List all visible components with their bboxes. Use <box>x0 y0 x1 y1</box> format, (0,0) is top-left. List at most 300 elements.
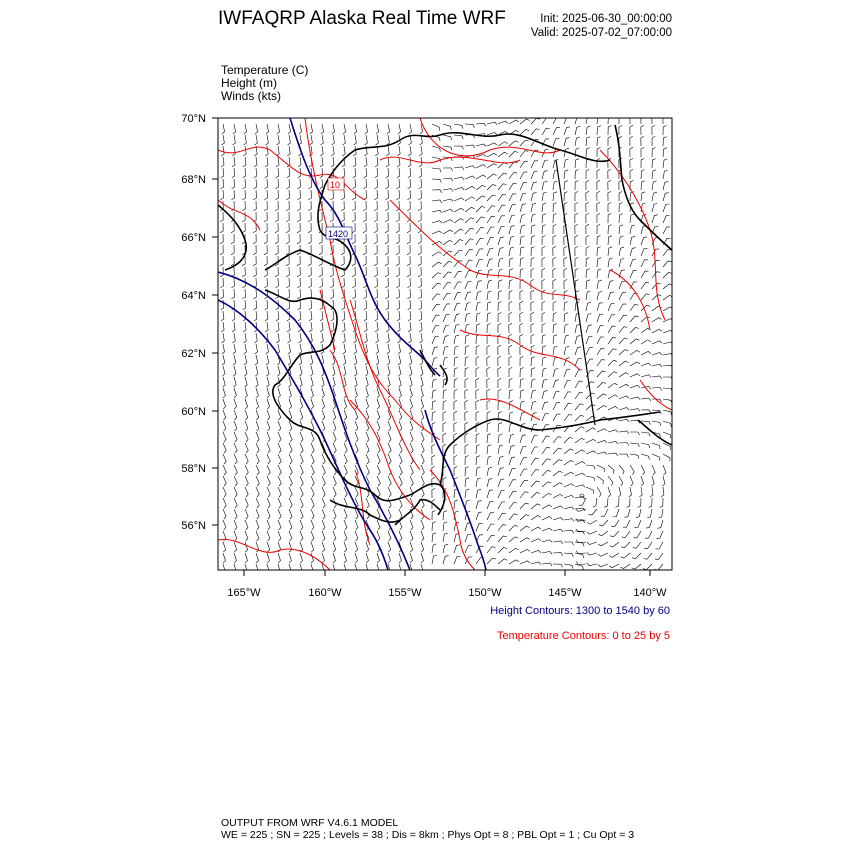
wind-barb <box>376 124 379 134</box>
wind-barb <box>443 124 451 130</box>
wind-barb <box>278 465 281 475</box>
wind-barb <box>289 377 292 387</box>
wind-barb <box>553 203 557 212</box>
wind-barb <box>576 551 586 554</box>
wind-barb <box>353 168 356 178</box>
wind-barb <box>388 377 391 387</box>
wind-barb <box>498 237 504 245</box>
wind-barb <box>344 531 347 541</box>
wind-barb <box>509 194 516 201</box>
calm-circle <box>580 494 584 498</box>
wind-barb <box>608 225 612 234</box>
wind-barb <box>420 333 423 343</box>
wind-barb <box>608 395 618 399</box>
wind-barb <box>575 246 578 256</box>
wind-barb <box>476 123 486 126</box>
wind-barb <box>332 135 335 145</box>
wind-barb <box>509 151 518 157</box>
wind-barb <box>322 454 325 464</box>
wind-barb <box>487 216 495 223</box>
wind-barb <box>476 302 481 311</box>
wind-barb <box>619 315 627 322</box>
wind-barb <box>564 127 570 135</box>
wind-barb <box>432 379 437 388</box>
wind-barb <box>564 246 567 256</box>
wind-barb <box>520 458 527 465</box>
wind-barb <box>597 224 600 234</box>
wind-barb <box>619 327 627 333</box>
wind-barb <box>575 370 582 377</box>
wind-barb <box>542 413 549 421</box>
wind-barb <box>399 421 402 431</box>
wind-barb <box>635 520 642 528</box>
wind-barb <box>576 529 586 532</box>
wind-barb <box>586 465 595 469</box>
wind-barb <box>366 498 369 508</box>
wind-barb <box>663 126 666 136</box>
wind-barb <box>256 388 259 398</box>
wind-barb <box>564 564 573 569</box>
wind-barb <box>253 190 256 200</box>
wind-barb <box>586 405 595 410</box>
wind-barb <box>311 465 314 475</box>
wind-barb <box>641 294 650 300</box>
wind-barb <box>663 432 671 438</box>
wind-barb <box>613 509 619 517</box>
wind-barb <box>253 267 256 277</box>
wind-barb <box>553 324 557 333</box>
wind-barb <box>652 114 655 124</box>
wind-barb <box>476 217 485 223</box>
wind-barb <box>298 157 301 167</box>
wind-barb <box>300 553 303 563</box>
wind-barb <box>396 212 399 222</box>
wind-barb <box>311 498 314 508</box>
wind-barb <box>663 250 671 257</box>
wind-barb <box>375 322 378 332</box>
wind-barb <box>322 465 325 475</box>
wind-barb <box>638 498 641 508</box>
wind-barb <box>619 408 629 411</box>
wind-barb <box>386 311 389 321</box>
wind-barb <box>487 501 493 509</box>
wind-barb <box>300 410 303 420</box>
wind-barb <box>297 223 300 233</box>
wind-barb <box>398 344 401 354</box>
wind-barb <box>531 424 537 432</box>
wind-barb <box>397 168 400 178</box>
wind-barb <box>487 269 492 278</box>
wind-barb <box>454 146 464 149</box>
wind-barb <box>465 444 468 454</box>
wind-barb <box>619 214 623 223</box>
wind-barb <box>520 269 523 279</box>
wind-barb <box>564 279 567 289</box>
wind-barb <box>636 509 641 518</box>
wind-barb <box>598 542 608 546</box>
wind-barb <box>520 301 523 311</box>
wind-barb <box>487 535 495 542</box>
wind-barb <box>542 279 545 289</box>
wind-barb <box>222 333 225 343</box>
wind-barb <box>498 258 503 267</box>
wind-barb <box>352 267 355 277</box>
wind-barb <box>311 542 314 552</box>
wind-barb <box>443 544 448 553</box>
wind-barb <box>443 199 453 202</box>
wind-barb <box>487 227 494 234</box>
wind-barb <box>641 192 645 201</box>
wind-barb <box>256 509 259 519</box>
wind-barb <box>520 492 528 498</box>
wind-barb <box>575 257 578 267</box>
wind-barb <box>652 353 662 356</box>
wind-barb <box>266 124 269 134</box>
wind-barb <box>520 356 523 366</box>
wind-barb <box>300 432 303 442</box>
wind-barb <box>641 476 644 486</box>
wind-barb <box>630 374 640 377</box>
wind-barb <box>454 357 458 366</box>
wind-barb <box>553 494 563 498</box>
wind-barb <box>352 212 355 222</box>
wind-barb <box>245 421 248 431</box>
wind-barb <box>531 203 536 212</box>
wind-barb <box>309 179 312 189</box>
wind-barb <box>454 422 457 432</box>
wind-barb <box>597 371 606 377</box>
wind-barb <box>311 531 314 541</box>
wind-barb <box>396 190 399 200</box>
wind-barb <box>355 410 358 420</box>
wind-barb <box>254 300 257 310</box>
wind-barb <box>322 399 325 409</box>
wind-barb <box>531 357 535 366</box>
wind-barb <box>256 476 259 486</box>
wind-barb <box>663 261 672 267</box>
wind-barb <box>396 245 399 255</box>
wind-barb <box>266 355 269 365</box>
wind-barb <box>608 169 611 179</box>
wind-barb <box>476 389 479 399</box>
wind-barb <box>267 377 270 387</box>
wind-barb <box>487 434 491 443</box>
wind-barb <box>498 173 507 179</box>
wind-barb <box>355 432 358 442</box>
wind-barb <box>234 509 237 519</box>
wind-barb <box>278 531 281 541</box>
wind-barb <box>408 179 411 189</box>
wind-barb <box>286 256 289 266</box>
wind-barb <box>222 344 225 354</box>
wind-barb <box>408 157 411 167</box>
wind-barb <box>289 454 292 464</box>
wind-barb <box>432 358 438 367</box>
wind-barb <box>410 432 413 442</box>
wind-barb <box>542 540 552 543</box>
wind-barb <box>364 179 367 189</box>
wind-barb <box>611 520 619 527</box>
wind-barb <box>620 564 630 569</box>
wind-barb <box>289 498 292 508</box>
wind-barb <box>586 258 590 268</box>
wind-barb <box>553 301 556 311</box>
wind-barb <box>542 357 546 366</box>
wind-barb <box>476 196 485 201</box>
wind-barb <box>355 531 358 541</box>
wind-barb <box>619 431 629 434</box>
wind-barb <box>231 245 234 255</box>
wind-barb <box>233 333 236 343</box>
wind-barb <box>256 454 259 464</box>
wind-barb <box>564 553 573 557</box>
wind-barb <box>520 323 523 333</box>
wind-barb <box>333 509 336 519</box>
wind-barb <box>575 485 585 488</box>
variable-height: Height (m) <box>221 76 278 90</box>
wind-barb <box>243 322 246 332</box>
wind-barb <box>663 377 673 380</box>
wind-barb <box>564 381 571 389</box>
wind-barb <box>385 234 388 244</box>
wind-barb <box>465 166 475 169</box>
wind-barb <box>386 179 389 189</box>
wind-barb <box>220 190 223 200</box>
wind-barb <box>663 114 666 124</box>
wind-barb <box>223 465 226 475</box>
wind-barb <box>322 542 325 552</box>
wind-barb <box>597 213 600 223</box>
wind-barb <box>319 278 322 288</box>
wind-barb <box>311 399 314 409</box>
wind-barb <box>353 289 356 299</box>
wind-barb <box>476 478 481 487</box>
wind-barb <box>388 553 391 563</box>
wind-barb <box>652 295 661 300</box>
wind-barb <box>465 145 475 148</box>
wind-barb <box>388 531 391 541</box>
wind-barb <box>322 388 325 398</box>
wind-barb <box>663 148 667 157</box>
wind-barb <box>487 490 493 498</box>
wind-barb <box>234 443 237 453</box>
wind-barb <box>421 410 424 420</box>
wind-barb <box>608 326 616 333</box>
wind-barb <box>553 506 563 509</box>
wind-barb <box>278 421 281 431</box>
wind-barb <box>397 157 400 167</box>
wind-barb <box>276 168 279 178</box>
wind-barb <box>641 282 649 289</box>
wind-barb <box>476 249 483 256</box>
wind-barb <box>267 454 270 464</box>
init-time: Init: 2025-06-30_00:00:00 <box>540 13 672 25</box>
wind-barb <box>407 267 410 277</box>
wind-barb <box>630 214 634 223</box>
wind-barb <box>531 312 534 322</box>
wind-barb <box>564 449 573 454</box>
wind-barb <box>377 465 380 475</box>
wind-barb <box>487 280 492 289</box>
wind-barb <box>311 476 314 486</box>
wind-barb <box>374 190 377 200</box>
wind-barb <box>652 181 657 190</box>
wind-barb <box>454 250 463 256</box>
wind-barb <box>476 411 479 421</box>
wind-barb <box>520 258 524 267</box>
wind-barb <box>509 183 517 190</box>
wind-barb <box>476 238 484 245</box>
wind-barb <box>586 224 589 234</box>
wind-barb <box>553 313 557 323</box>
wind-barb <box>352 256 355 266</box>
wind-barb <box>531 193 537 201</box>
wind-barb <box>374 278 377 288</box>
wind-barb <box>342 311 345 321</box>
wind-barb <box>399 509 402 519</box>
wind-barb <box>386 157 389 167</box>
wind-barb <box>419 168 422 178</box>
wind-barb <box>287 322 290 332</box>
wind-barb <box>465 124 474 128</box>
wind-barb <box>388 542 391 552</box>
wind-barb <box>432 231 442 234</box>
wind-barb <box>265 146 268 156</box>
wind-barb <box>476 259 483 267</box>
wind-barb <box>297 201 300 211</box>
wind-barb <box>639 487 642 497</box>
wind-barb <box>575 450 585 454</box>
wind-barb <box>498 445 503 454</box>
wind-barb <box>498 356 501 366</box>
wind-barb <box>520 290 523 300</box>
wind-barb <box>355 542 358 552</box>
wind-barb <box>608 147 611 157</box>
wind-barb <box>287 289 290 299</box>
wind-barb <box>245 388 248 398</box>
wind-barb <box>487 389 490 399</box>
wind-barb <box>320 146 323 156</box>
wind-barb <box>418 256 421 266</box>
wind-barb <box>520 247 524 256</box>
wind-barb <box>520 401 525 410</box>
wind-barb <box>597 269 601 278</box>
wind-barb <box>311 377 314 387</box>
wind-barb <box>498 456 503 465</box>
wind-barb <box>409 355 412 365</box>
wind-barb <box>432 401 436 410</box>
wind-barb <box>487 345 490 355</box>
wind-barb <box>454 379 457 389</box>
wind-barb <box>542 436 550 443</box>
wind-barb <box>553 471 563 476</box>
wind-barb <box>275 245 278 255</box>
wind-barb <box>586 213 589 223</box>
wind-barb <box>520 469 527 476</box>
wind-barb <box>256 531 259 541</box>
wind-barb <box>377 443 380 453</box>
wind-barb <box>231 223 234 233</box>
wind-barb <box>630 432 640 435</box>
wind-barb <box>443 209 453 212</box>
wind-barb <box>286 190 289 200</box>
wind-barb <box>363 234 366 244</box>
wind-barb <box>245 454 248 464</box>
wind-barb <box>487 291 492 300</box>
wind-barb <box>223 509 226 519</box>
wind-barb <box>300 509 303 519</box>
wind-barb <box>531 323 534 333</box>
wind-barb <box>531 458 539 465</box>
wind-barb <box>320 311 323 321</box>
wind-barb <box>487 259 493 267</box>
wind-barb <box>344 410 347 420</box>
wind-barb <box>243 300 246 310</box>
wind-barb <box>375 179 378 189</box>
wind-barb <box>300 498 303 508</box>
wind-barb <box>487 547 495 553</box>
wind-barb <box>597 314 603 322</box>
wind-barb <box>586 148 590 157</box>
wind-barb <box>432 273 441 278</box>
wind-barb <box>397 311 400 321</box>
wind-barb <box>553 448 562 454</box>
wind-barb <box>376 355 379 365</box>
wind-barb <box>487 133 497 136</box>
wind-barb <box>465 411 468 421</box>
wind-barb <box>321 135 324 145</box>
wind-barb <box>652 260 660 267</box>
wind-barb <box>322 487 325 497</box>
wind-barb <box>630 409 640 412</box>
wind-barb <box>333 520 336 530</box>
wind-barb <box>308 223 311 233</box>
wind-barb <box>289 553 292 563</box>
wind-barb <box>597 337 604 344</box>
wind-barb <box>223 432 226 442</box>
wind-barb <box>289 520 292 530</box>
wind-barb <box>465 534 471 542</box>
wind-barb <box>487 174 497 179</box>
wind-barb <box>597 326 604 334</box>
wind-barb <box>509 258 513 267</box>
wind-barb <box>386 289 389 299</box>
wind-barb <box>264 256 267 266</box>
wind-barb <box>652 249 659 256</box>
wind-barb <box>564 392 571 399</box>
wind-barb <box>267 564 270 574</box>
wind-barb <box>245 377 248 387</box>
wind-barb <box>299 366 302 376</box>
wind-barb <box>408 322 411 332</box>
wind-barb <box>553 224 556 234</box>
wind-barb <box>365 124 368 134</box>
wind-barb <box>465 456 468 466</box>
wind-barb <box>288 355 291 365</box>
wind-barb <box>498 367 501 377</box>
wind-barb <box>432 200 442 203</box>
wind-barb <box>608 180 611 190</box>
wind-barb <box>311 487 314 497</box>
wind-barb <box>663 410 672 415</box>
wind-barb <box>366 553 369 563</box>
wind-barb <box>399 476 402 486</box>
wind-barb <box>553 128 560 135</box>
wind-barb <box>245 476 248 486</box>
wind-barb <box>586 115 591 124</box>
wind-barb <box>575 392 583 399</box>
model-footer: OUTPUT FROM WRF V4.6.1 MODEL <box>221 817 399 829</box>
